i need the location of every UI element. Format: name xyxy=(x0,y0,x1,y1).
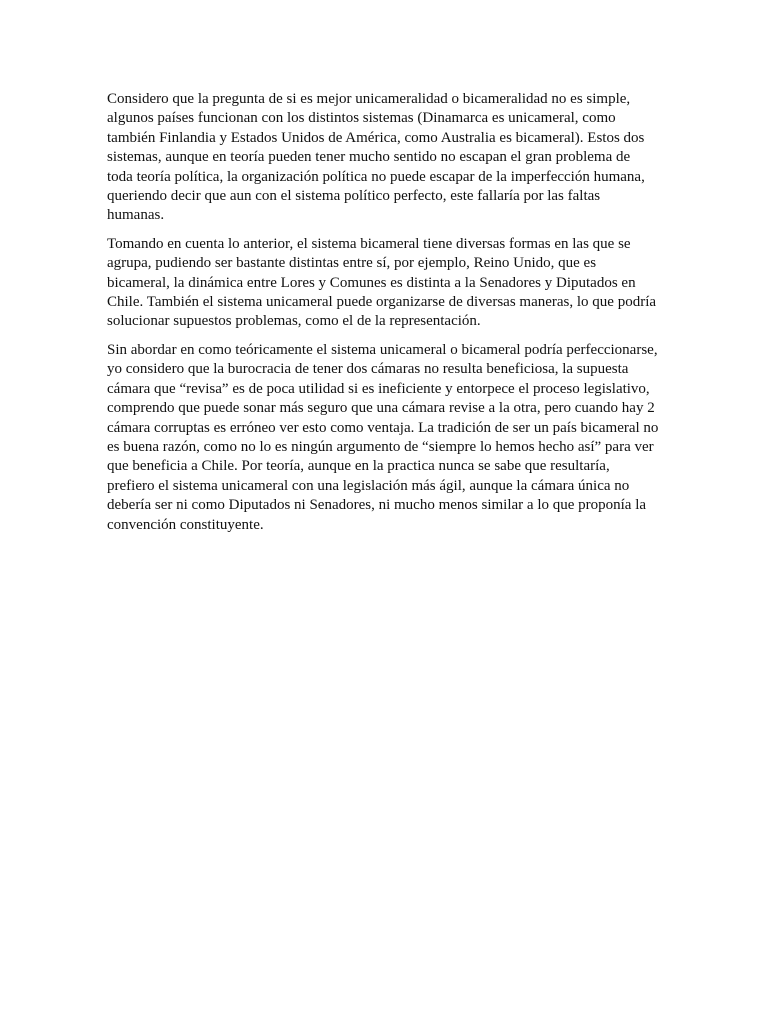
paragraph-1: Considero que la pregunta de si es mejor unicameralidad o bicameralidad no es simple, algunos países funcionan con los distintos sistemas (Dinamarca es unicameral, como también Finlandia y Estados Unidos de América, como Australia es bicameral). Estos dos sistemas, aunque en teoría pueden tener mucho sentido no escapan el gran problema de toda teoría política, la organización política no puede escapar de la imperfección humana, queriendo decir que aun con el sistema político perfecto, este fallaría por las faltas humanas. xyxy=(107,91,645,224)
paragraph-2: Tomando en cuenta lo anterior, el sistema bicameral tiene diversas formas en las que se agrupa, pudiendo ser bastante distintas entre sí, por ejemplo, Reino Unido, que es bicameral, la dinámica entre Lores y Comunes es distinta a la Senadores y Diputados en Chile. También el sistema unicameral puede organizarse de diversas maneras, lo que podría solucionar supuestos problemas, como el de la representación. xyxy=(107,235,657,330)
document-body xyxy=(107,90,673,544)
paragraph-3: Sin abordar en como teóricamente el sistema unicameral o bicameral podría perfeccionarse, yo considero que la burocracia de tener dos cámaras no resulta beneficiosa, la supuesta cámara que “revisa” es de poca utilidad si es ineficiente y entorpece el proceso legislativo, comprendo que puede sonar más seguro que una cámara revise a la otra, pero cuando hay 2 cámara corruptas es erróneo ver esto como ventaja. La tradición de ser un país bicameral no es buena razón, como no lo es ningún argumento de “siempre lo hemos hecho así” para ver que beneficia a Chile. Por teoría, aunque en la practica nunca se sabe que resultaría, prefiero el sistema unicameral con una legislación más ágil, aunque la cámara única no debería ser ni como Diputados ni Senadores, ni mucho menos similar a lo que proponía la convención constituyente. xyxy=(107,341,659,533)
